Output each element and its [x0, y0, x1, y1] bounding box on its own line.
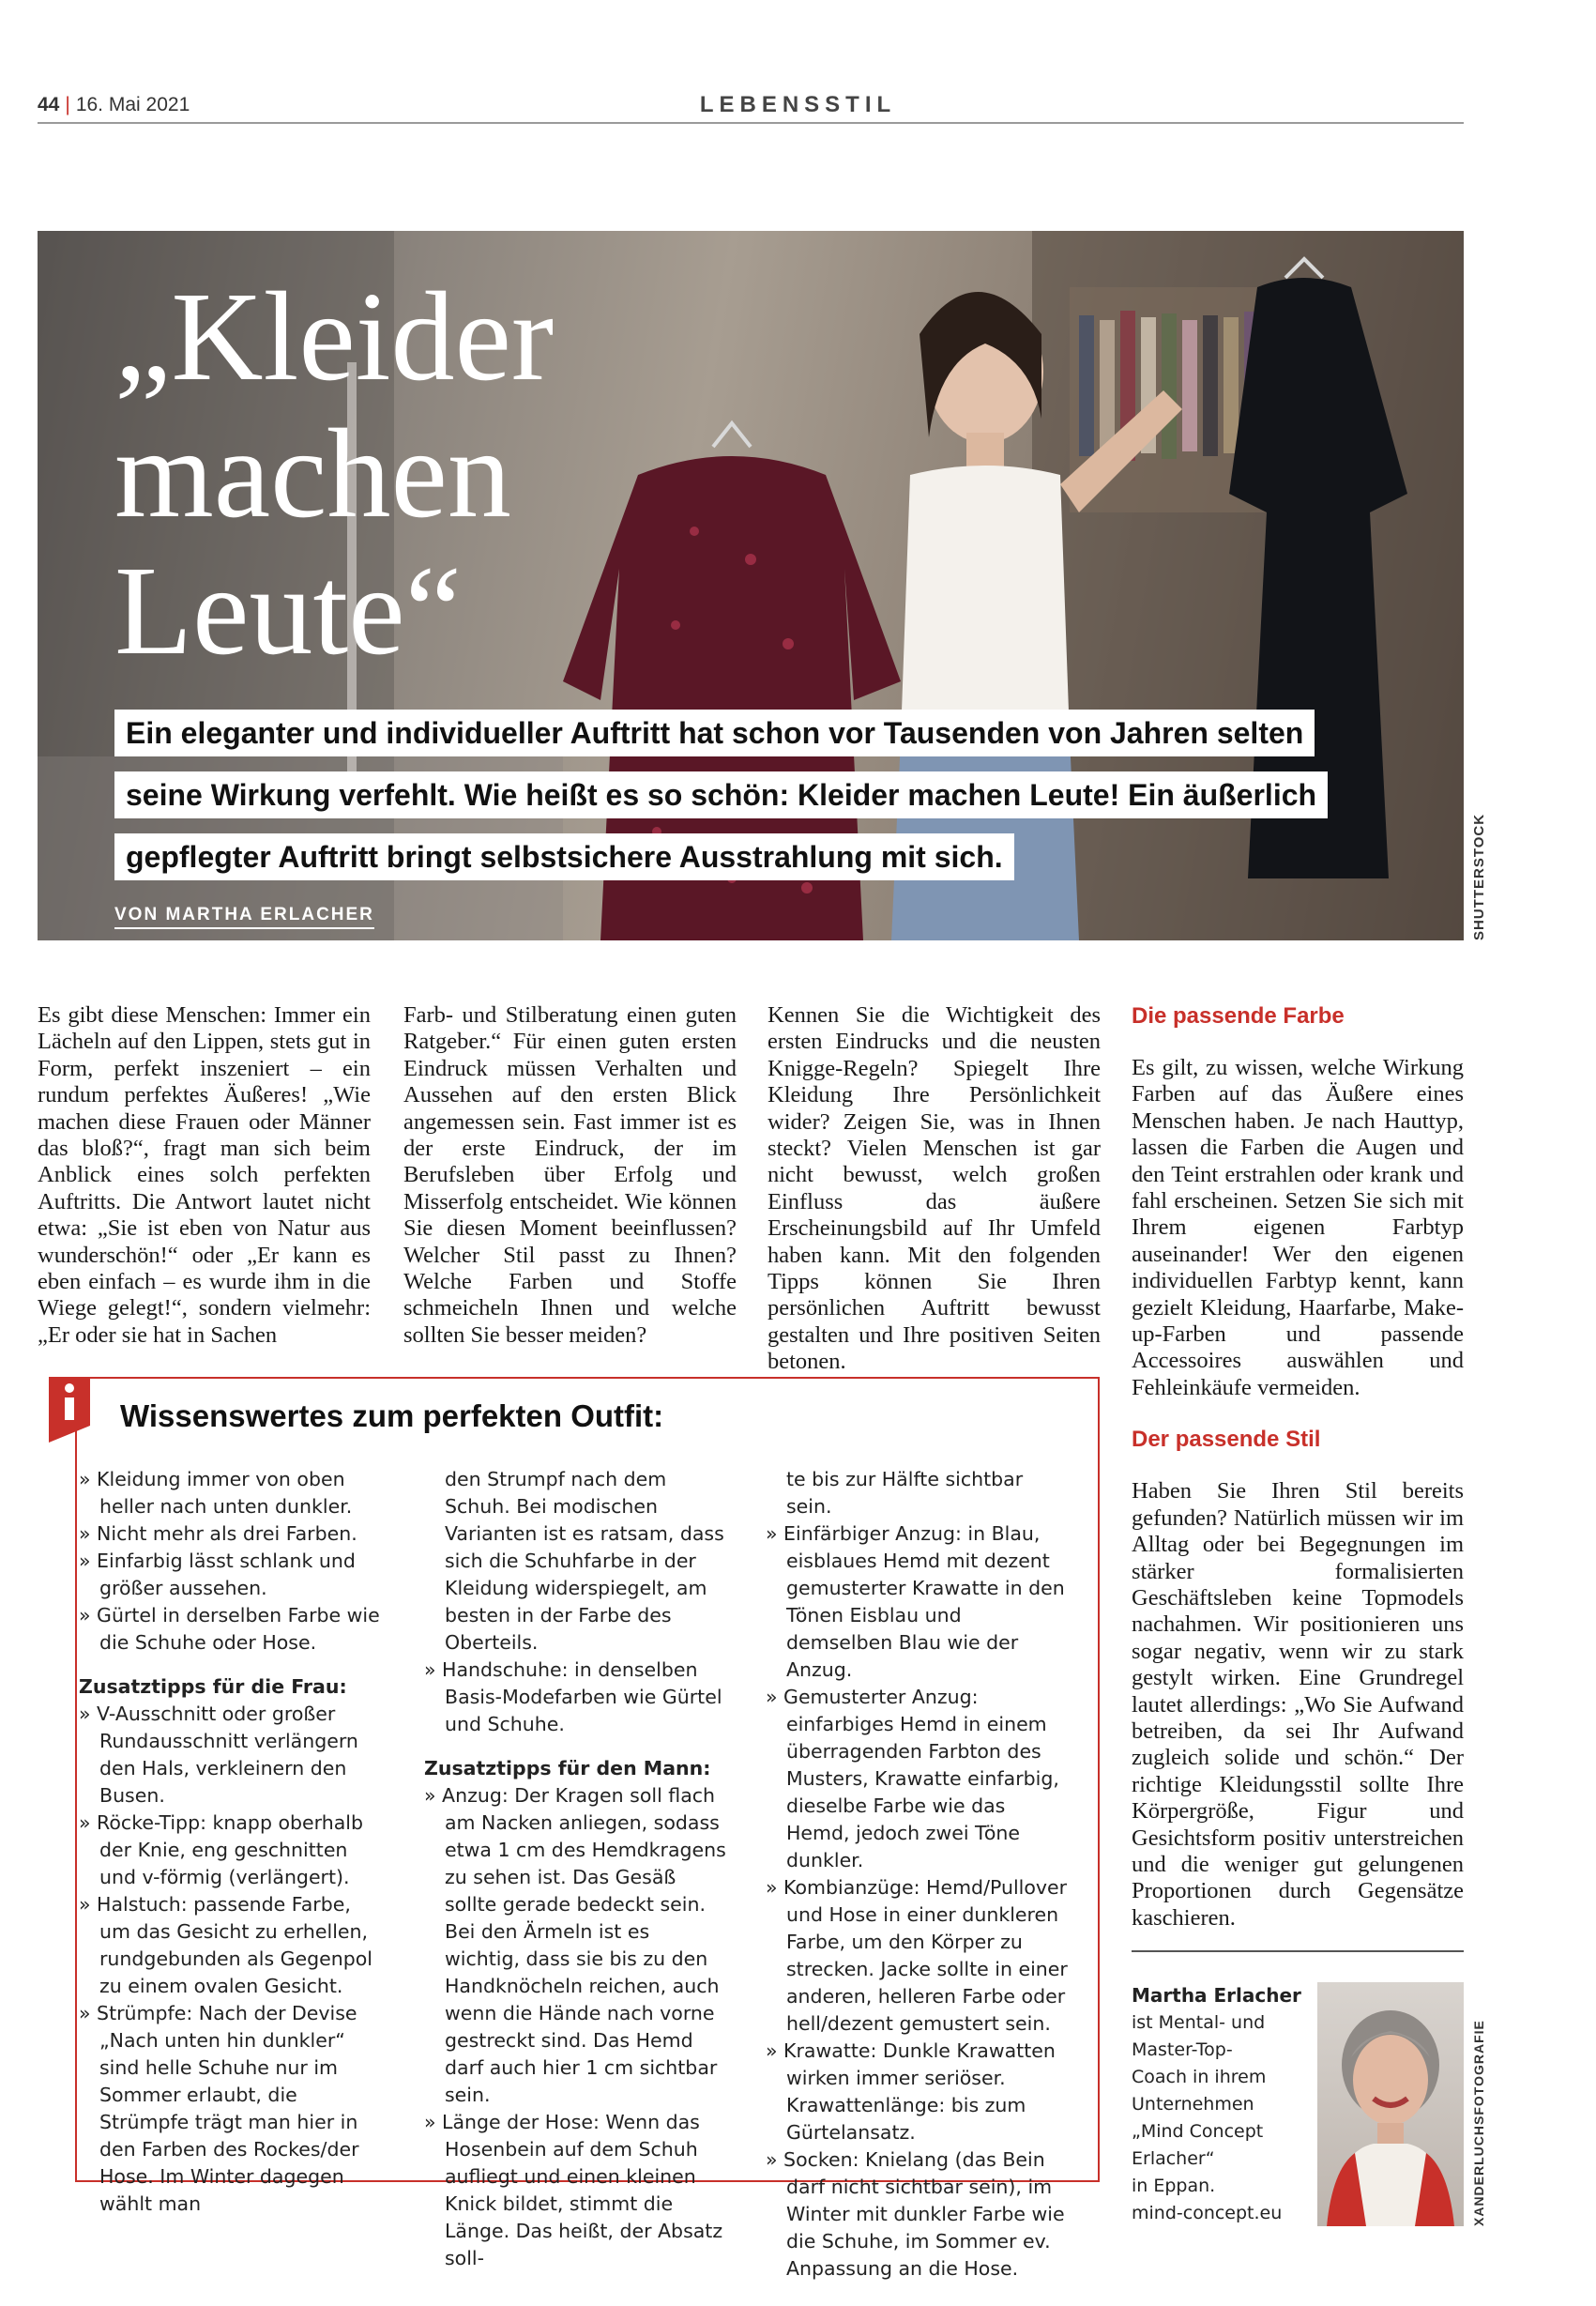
info-item: » Halstuch: passende Farbe, um das Gesicht zu erhellen, rundgebunden als Gegenpol zu einem ovalen Gesicht.	[79, 1893, 373, 1997]
section-label: LEBENSSTIL	[699, 92, 897, 117]
info-continuation: den Strumpf nach dem Schuh. Bei modischen Varianten ist es ratsam, dass sich die Schuhfarbe in der Kleidung widerspiegelt, am besten in der Farbe des Oberteils.	[445, 1468, 724, 1654]
info-item: » V-Ausschnitt oder großer Rundausschnitt verlängern den Hals, verkleinern den Busen.	[79, 1703, 358, 1807]
body-text-3: Kennen Sie die Wichtigkeit des ersten Eindrucks und die neusten Knigge-Regeln? Spiegelt Ihre Kleidung Ihre Persönlichkeit wider? Zeigen Sie, was in Ihnen steckt? Vielen Menschen ist gar nicht bewusst, welch großen Einfluss das äußere Erscheinungsbild auf Ihr Umfeld haben kann. Mit den folgenden Tipps können Sie Ihren persönlichen Auftritt bewusst gestalten und Ihre positiven Seiten betonen.	[768, 1002, 1101, 1375]
info-column-1	[79, 1466, 381, 2218]
author-line: Master-Top-	[1132, 2039, 1233, 2060]
hero-photo	[38, 231, 1464, 940]
info-heading-frau: Zusatztipps für die Frau:	[79, 1675, 347, 1698]
subhead-farbe: Die passende Farbe	[1132, 1003, 1345, 1029]
author-rule	[1132, 1950, 1464, 1952]
headline-line-1: „Kleider	[114, 267, 555, 407]
author-line: Erlacher“	[1132, 2148, 1215, 2169]
info-item: » Kombianzüge: Hemd/Pullover und Hose in einer dunkleren Farbe, um den Körper zu strecken. Jacke sollte in einer anderen, helleren Farbe oder hell/dezent gemustert sein.	[766, 1876, 1068, 2035]
info-box-title: Wissenswertes zum perfekten Outfit:	[120, 1398, 664, 1433]
author-line: Unternehmen	[1132, 2094, 1254, 2115]
author-photo	[1317, 1982, 1464, 2226]
hero-photo-credit: SHUTTERSTOCK	[1471, 813, 1487, 940]
author-line: ist Mental- und	[1132, 2012, 1266, 2033]
info-item: » Röcke-Tipp: knapp oberhalb der Knie, eng geschnitten und v-förmig (verlängert).	[79, 1811, 363, 1888]
farbe-text: Es gilt, zu wissen, welche Wirkung Farben auf das Äußere eines Menschen haben. Je nach Hauttyp, lassen die Farben die Augen und den Teint erstrahlen oder krank und fahl erscheinen. Setzen Sie sich mit Ihrem eigenen Farbtyp auseinander! Wer den eigenen individuellen Farbtyp kennt, kann gezielt Kleidung, Haarfarbe, Make-up-Farben und passende Accessoires auswählen und Fehleinkäufe vermeiden.	[1132, 1055, 1464, 1400]
info-item: » Gürtel in derselben Farbe wie die Schuhe oder Hose.	[79, 1604, 380, 1654]
page-number: 44	[38, 94, 60, 115]
byline: VON MARTHA ERLACHER	[114, 905, 374, 929]
body-text-1: Es gibt diese Menschen: Immer ein Lächeln auf den Lippen, stets gut in Form, perfekt inszeniert – ein rundum perfektes Äußeres! „Wie machen diese Frauen oder Männer das bloß?“, fragt man sich beim Anblick eines solch perfekten Auftritts. Die Antwort lautet nicht etwa: „Sie ist eben von Natur aus wunderschön!“ oder „Er kann es eben einfach – es wurde ihm in die Wiege gelegt!“, sondern vielmehr: „Er oder sie hat in Sachen	[38, 1002, 371, 1348]
author-portrait	[1317, 1982, 1464, 2226]
author-line: Coach in ihrem	[1132, 2067, 1267, 2087]
sidebar-column	[1132, 1002, 1464, 1932]
info-item: » Kleidung immer von oben heller nach unten dunkler.	[79, 1468, 353, 1518]
headline-line-2: machen	[114, 404, 511, 544]
info-item: » Strümpfe: Nach der Devise „Nach unten hin dunkler“ sind helle Schuhe nur im Sommer erlaubt, die Strümpfe trägt man hier in den Farben des Rockes/der Hose. Im Winter dagegen wählt man	[79, 2002, 359, 2215]
info-icon	[49, 1377, 90, 1443]
lead-line-2: seine Wirkung verfehlt. Wie heißt es so schön: Kleider machen Leute! Ein äußerlich	[114, 771, 1328, 818]
header-rule	[38, 122, 1464, 124]
info-item: » Anzug: Der Kragen soll flach am Nacken anliegen, sodass etwa 1 cm des Hemdkragens zu sehen ist. Das Gesäß sollte gerade bedeckt sein. Bei den Ärmeln ist es wichtig, dass sie bis zu den Handknöcheln reichen, auch wenn die Hände nach vorne gestreckt sind. Das Hemd darf auch hier 1 cm sichtbar sein.	[424, 1784, 726, 2106]
subhead-stil: Der passende Stil	[1132, 1427, 1321, 1453]
stil-text: Haben Sie Ihren Stil bereits gefunden? Natürlich müssen wir im Alltag oder bei Begegnungen im stärker formalisierten Geschäftsleben keine Topmodels nachahmen. Wir positionieren uns sogar negativ, wenn wir zu stark gestylt wirken. Eine Grundregel lautet allerdings: „Wo Sie Aufwand betreiben, da sei Ihr Aufwand zugleich solide und schön.“ Der richtige Kleidungsstil sollte Ihre Körpergröße, Figur und Gesichtsform positiv unterstreichen und die weniger gut gelungenen Proportionen durch Gegensätze kaschieren.	[1132, 1478, 1464, 1931]
info-item: » Einfärbiger Anzug: in Blau, eisblaues Hemd mit dezent gemusterter Krawatte in den Tönen Eisblau und demselben Blau wie der Anzug.	[766, 1522, 1065, 1681]
author-line: „Mind Concept	[1132, 2121, 1264, 2142]
info-column-3	[766, 1466, 1068, 2283]
author-box	[1132, 1982, 1310, 2227]
lead-line-3: gepflegter Auftritt bringt selbstsichere Ausstrahlung mit sich.	[114, 833, 1014, 880]
info-item: » Gemusterter Anzug: einfarbiges Hemd in einem überragenden Farbton des Musters, Krawatte einfarbig, dieselbe Farbe wie das Hemd, jedoch zwei Töne dunkler.	[766, 1686, 1059, 1871]
body-column-1	[38, 1002, 371, 1349]
body-column-3	[768, 1002, 1101, 1376]
author-name: Martha Erlacher	[1132, 1984, 1301, 2007]
header-separator: |	[65, 94, 70, 115]
lead-line-1: Ein eleganter und individueller Auftritt hat schon vor Tausenden von Jahren selten	[114, 710, 1315, 756]
info-item: » Länge der Hose: Wenn das Hosenbein auf dem Schuh aufliegt und einen kleinen Knick bildet, stimmt die Länge. Das heißt, der Absatz soll-	[424, 2111, 723, 2269]
info-item: » Socken: Knielang (das Bein darf nicht sichtbar sein), im Winter mit dunkler Farbe wie die Schuhe, im Sommer ev. Anpassung an die Hose.	[766, 2148, 1065, 2280]
author-website[interactable]: mind-concept.eu	[1132, 2203, 1283, 2223]
body-text-2: Farb- und Stilberatung einen guten Ratgeber.“ Für einen guten ersten Eindruck müssen Verhalten und Aussehen auf den ersten Blick angemessen sein. Fast immer ist es der erste Eindruck, der im Berufsleben über Erfolg und Misserfolg entscheidet. Wie können Sie diesen Moment beeinflussen? Welcher Stil passt zu Ihnen? Welche Farben und Stoffe schmeicheln Ihnen und welche sollten Sie besser meiden?	[403, 1002, 737, 1348]
headline-line-3: Leute“	[114, 541, 462, 681]
issue-date: 16. Mai 2021	[75, 94, 190, 115]
info-item: » Nicht mehr als drei Farben.	[79, 1522, 357, 1545]
info-continuation: te bis zur Hälfte sichtbar sein.	[786, 1468, 1024, 1518]
author-photo-credit: XANDERLUCHSFOTOGRAFIE	[1471, 2020, 1486, 2226]
info-item: » Krawatte: Dunkle Krawatten wirken immer seriöser. Krawattenlänge: bis zum Gürtelansatz.	[766, 2039, 1056, 2144]
info-column-2	[424, 1466, 726, 2272]
info-item: » Handschuhe: in denselben Basis-Modefarben wie Gürtel und Schuhe.	[424, 1658, 722, 1735]
article-headline	[114, 268, 771, 680]
body-column-2	[403, 1002, 737, 1349]
info-heading-mann: Zusatztipps für den Mann:	[424, 1757, 711, 1779]
info-item: » Einfarbig lässt schlank und größer aussehen.	[79, 1550, 356, 1599]
lead-paragraph	[114, 710, 1317, 895]
author-line: in Eppan.	[1132, 2176, 1216, 2196]
